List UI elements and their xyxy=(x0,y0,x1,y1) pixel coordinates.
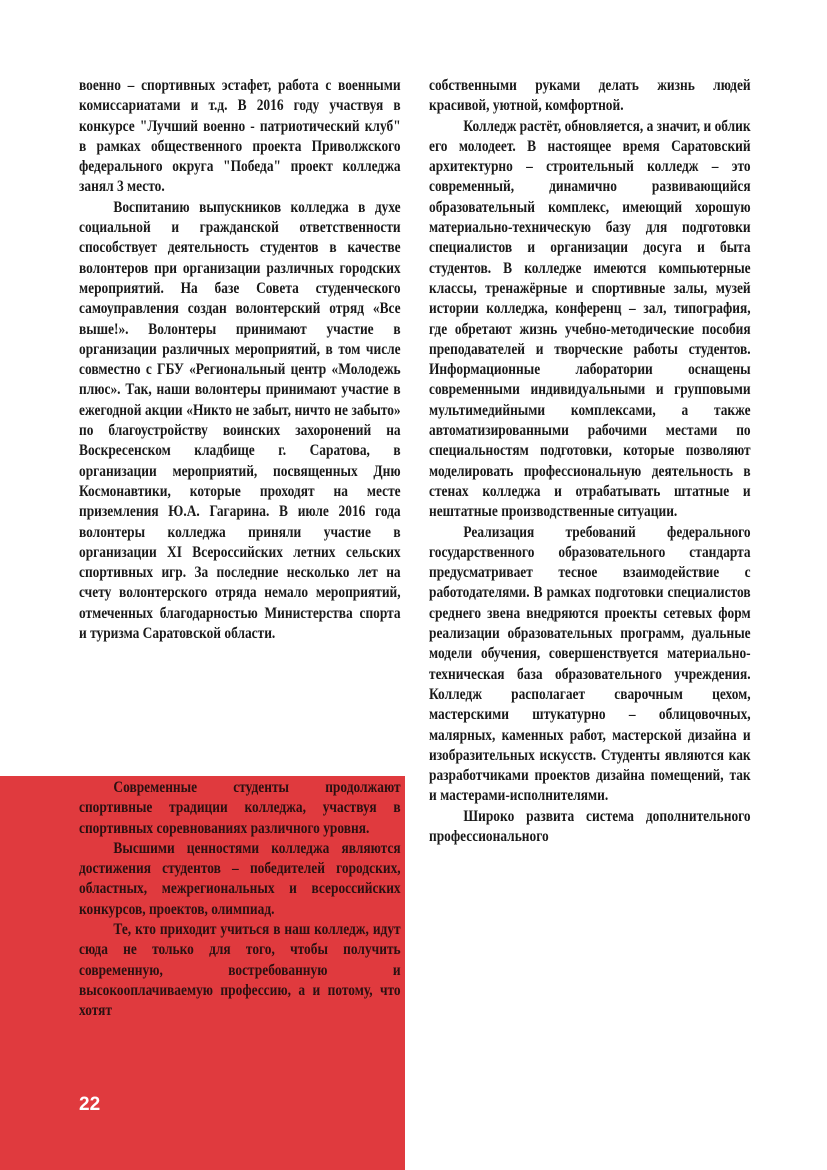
left-text-column xyxy=(79,76,401,644)
paragraph: Широко развита система дополнительного профессионального xyxy=(429,807,751,845)
paragraph: Высшими ценностями колледжа являются достижения студентов – победителей городских, областных, межрегиональных и всероссийских конкурсов, проектов, олимпиад. xyxy=(79,839,401,918)
paragraph: Воспитанию выпускников колледжа в духе социальной и гражданской ответственности способствует деятельность студентов в качестве волонтеров при организации различных городских мероприятий. На базе Совета студенческого самоуправления создан волонтерский отряд «Все выше!». Волонтеры принимают участие в организации различных мероприятий, в том числе совместно с ГБУ «Региональный центр «Молодежь плюс». Так, наши волонтеры принимают участие в ежегодной акции «Никто не забыт, ничто не забыто» по благоустройству воинских захоронений на Воскресенском кладбище г. Саратова, в организации мероприятий, посвященных Дню Космонавтики, которые проходят на месте приземления Ю.А. Гагарина. В июле 2016 года волонтеры колледжа приняли участие в организации XI Всероссийских летних сельских спортивных игр. За последние несколько лет на счету волонтерского отряда немало мероприятий, отмеченных благодарностью Министерства спорта и туризма Саратовской области. xyxy=(79,198,401,643)
paragraph: Современные студенты продолжают спортивные традиции колледжа, участвуя в спортивных соревнованиях различного уровня. xyxy=(79,779,401,837)
right-text-column xyxy=(429,76,751,847)
page-number: 22 xyxy=(79,1094,101,1115)
paragraph: собственными руками делать жизнь людей красивой, уютной, комфортной. xyxy=(429,77,751,115)
paragraph: Реализация требований федерального государственного образовательного стандарта предусматривает тесное взаимодействие с работодателями. В рамках подготовки специалистов среднего звена внедряются проекты сетевых форм реализации образовательных программ, дуальные модели обучения, совершенствуется материально-техническая база образовательного учреждения. Колледж располагает сварочным цехом, мастерскими штукатурно – облицовочных, малярных, каменных работ, мастерской дизайна и изобразительных искусств. Студенты являются как разработчиками проектов дизайна помещений, так и мастерами-исполнителями. xyxy=(429,523,751,805)
paragraph: военно – спортивных эстафет, работа с военными комиссариатами и т.д. В 2016 году участвуя в конкурсе "Лучший военно - патриотический клуб" в рамках общественного проекта Приволжского федерального округа "Победа" проект колледжа занял 3 место. xyxy=(79,77,401,196)
paragraph: Колледж растёт, обновляется, а значит, и облик его молодеет. В настоящее время Саратовский архитектурно – строительный колледж – это современный, динамично развивающийся образовательный комплекс, имеющий хорошую материально-техническую базу для подготовки специалистов и организации досуга и быта студентов. В колледже имеются компьютерные классы, тренажёрные и спортивные залы, музей истории колледжа, конференц – зал, типография, где обретают жизнь учебно-методические пособия преподавателей и творческие работы студентов. Информационные лаборатории оснащены современными индивидуальными и групповыми мультимедийными комплексами, а также автоматизированными рабочими местами по специальностям подготовки, которые позволяют моделировать профессиональную деятельность в стенах колледжа и отрабатывать штатные и нештатные производственные ситуации. xyxy=(429,117,751,521)
paragraph: Те, кто приходит учиться в наш колледж, идут сюда не только для того, чтобы получить современную, востребованную и высокооплачиваемую профессию, а и потому, что хотят xyxy=(79,921,401,1020)
red-block-text xyxy=(79,778,401,1022)
